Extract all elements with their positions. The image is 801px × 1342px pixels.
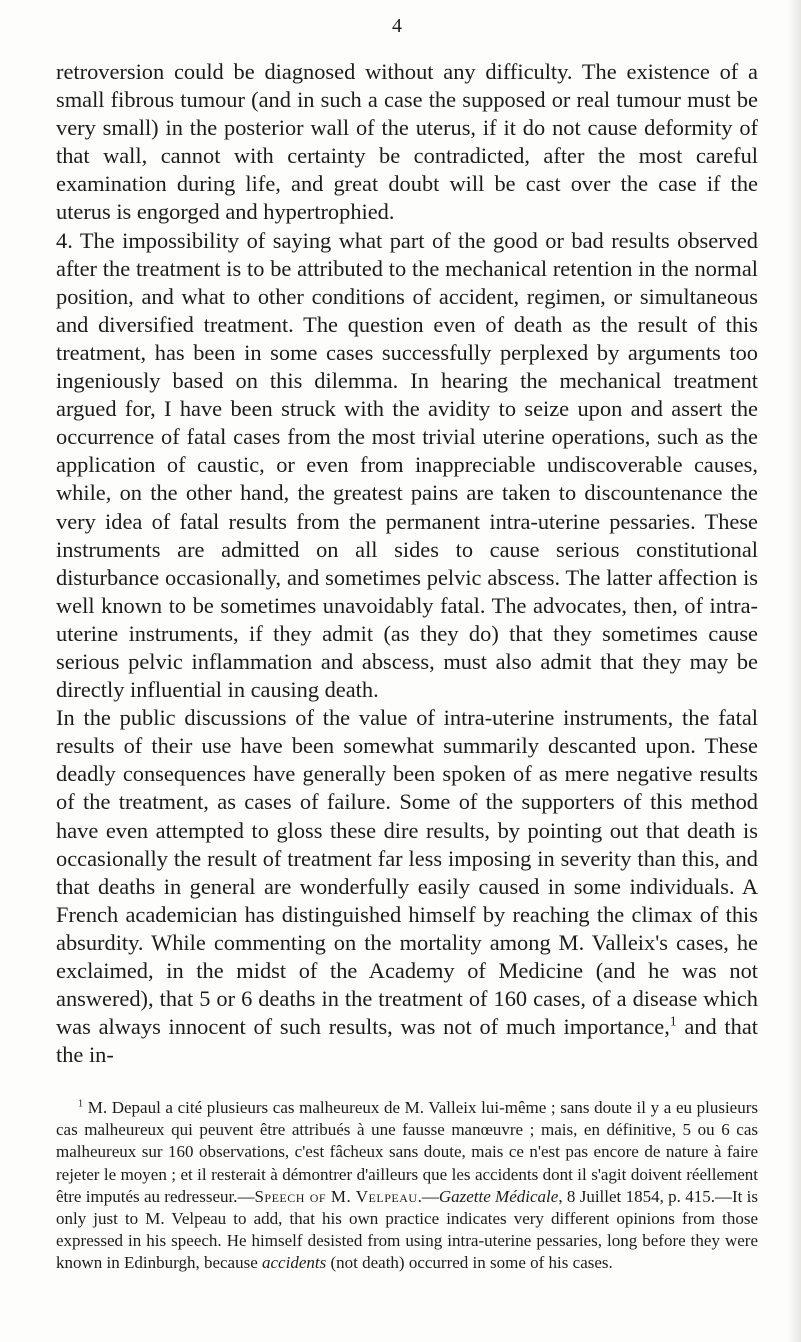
footnote-gazette-title: Gazette Médicale bbox=[438, 1186, 559, 1206]
paragraph-text-a: In the public discussions of the value of intra-uterine instruments, the fatal results of their use have been somewhat summarily descanted upon. These deadly consequences have generally been spoken of as mere negative results of the treatment, as cases of failure. Some of the supporters of this method have even attempted to gloss these dire results, by pointing out that death is occasionally the result of treatment far less imposing in severity than this, and that deaths in general are wonderfully easily caused in some individuals. A French academician has distinguished himself by reaching the climax of this absurdity. While commenting on the mortality among M. Valleix's cases, he exclaimed, in the midst of the Academy of Medicine (and he was not answered), that 5 or 6 deaths in the treatment of 160 cases, of a disease which was always innocent of such results, was not of much importance, bbox=[56, 705, 758, 1040]
paragraph-text-b: and that the in- bbox=[56, 1014, 758, 1068]
paragraph-point-4: 4. The impossibility of saying what part of the good or bad results observed after the treatment is to be attributed to the mechanical retention in the normal position, and what to other conditions of accident, regimen, or simultaneous and diversified treatment. The question even of death as the result of this treatment, has been in some cases successfully perplexed by arguments too ingeniously based on this dilemma. In hearing the mechanical treatment argued for, I have been struck with the avidity to seize upon and assert the occurrence of fatal cases from the most trivial uterine operations, such as the application of caustic, or even from inappreciable undiscoverable causes, while, on the other hand, the greatest pains are taken to discountenance the very idea of fatal results from the permanent intra-uterine pessaries. These instruments are admitted on all sides to cause serious constitutional disturbance occasionally, and sometimes pelvic abscess. The latter affection is well known to be sometimes unavoidably fatal. The advocates, then, of intra-uterine instruments, if they admit (as they do) that they sometimes cause serious pelvic inflammation and abscess, must also admit that they may be directly influential in causing death. bbox=[56, 227, 758, 703]
footnote-paragraph bbox=[56, 1097, 758, 1275]
footnote-accidents-word: accidents bbox=[262, 1253, 327, 1273]
paragraph-retroversion: retroversion could be diagnosed without any difficulty. The existence of a small fibrous tumour (and in such a case the supposed or real tumour must be very small) in the posterior wall of the uterus, if it do not cause deformity of that wall, cannot with certainty be contradicted, after the most careful examination during life, and great doubt will be cast over the case if the uterus is engorged and hypertrophied. bbox=[56, 59, 758, 225]
page-edge-shadow bbox=[787, 0, 801, 1342]
footnote-reference: 1 bbox=[669, 1013, 677, 1029]
footnote-marker: 1 bbox=[78, 1098, 84, 1110]
page-number: 4 bbox=[392, 15, 402, 37]
footnote-text-d: (not death) occurred in some of his cases. bbox=[326, 1253, 613, 1273]
footnote-speech-citation: Speech of M. Velpeau bbox=[254, 1186, 418, 1206]
footnote-text-b: .— bbox=[417, 1186, 439, 1206]
footnote-text-c: , 8 Juillet 1854, p. 415.—It is only just to M. Velpeau to add, that his own practice indicates very different opinions from those expressed in his speech. He himself desisted from using intra-uterine pessaries, long before they were known in Edinburgh, because bbox=[56, 1186, 758, 1273]
footnote-text-a: M. Depaul a cité plusieurs cas malheureux de M. Valleix lui-même ; sans doute il y a eu plusieurs cas malheureux qui peuvent être attribués à une fausse manœuvre ; mais, en définitive, 5 ou 6 cas malheureux sur 160 observations, c'est fâcheux sans doute, mais ce n'est pas encore de nature à faire rejeter le moyen ; et il resterait à démontrer d'ailleurs que les accidents dont il s'agit doivent réellement être imputés au redresseur.— bbox=[56, 1098, 758, 1206]
body-text bbox=[56, 58, 758, 1069]
paragraph-public-discussions bbox=[56, 704, 758, 1069]
footnote bbox=[56, 1097, 758, 1275]
